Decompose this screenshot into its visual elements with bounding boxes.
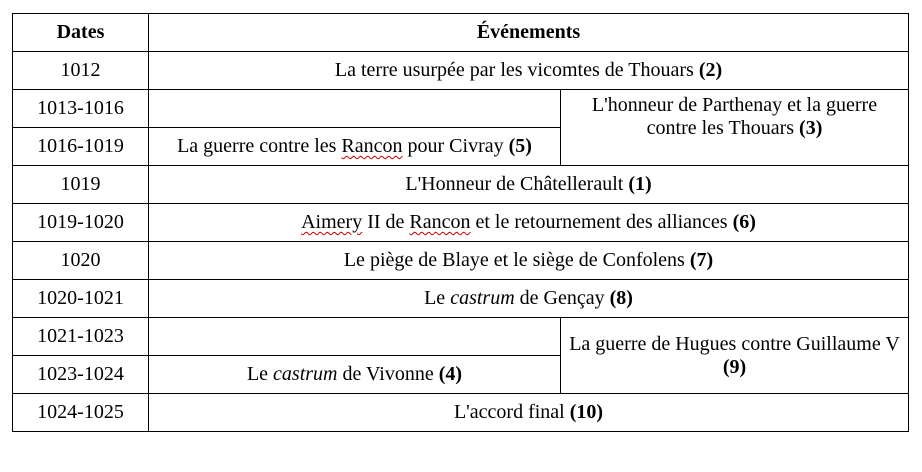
event-cell-civray [149, 128, 561, 166]
empty-cell [149, 90, 561, 128]
event-text: pour Civray [402, 135, 509, 157]
event-cell-parthenay [561, 90, 909, 166]
event-ref: (9) [722, 355, 747, 378]
date-cell: 1013-1016 [13, 90, 149, 128]
event-italic: castrum [450, 287, 515, 309]
table-row [13, 52, 909, 90]
header-dates: Dates [13, 14, 149, 52]
date-cell: 1024-1025 [13, 394, 149, 432]
event-ref: (3) [799, 117, 823, 139]
date-cell: 1019 [13, 166, 149, 204]
event-text: II de [362, 211, 410, 233]
event-cell [149, 356, 561, 394]
date-cell: 1016-1019 [13, 128, 149, 166]
table-row [13, 280, 909, 318]
event-ref: (4) [438, 363, 463, 385]
empty-cell [149, 318, 561, 356]
event-text: de Vivonne [337, 363, 439, 385]
spellcheck-word: Rancon [341, 135, 403, 157]
event-text: de Gençay [514, 287, 610, 309]
table-row [13, 204, 909, 242]
event-italic: castrum [273, 363, 338, 385]
spellcheck-word: Rancon [409, 211, 471, 233]
event-ref: (5) [508, 135, 532, 157]
table-row [13, 166, 909, 204]
event-text: La guerre contre les [177, 135, 342, 157]
date-cell: 1012 [13, 52, 149, 90]
spellcheck-word: Aimery [301, 211, 363, 233]
table-header-row [13, 14, 909, 52]
event-ref: (1) [628, 173, 652, 195]
table-row [13, 394, 909, 432]
header-events: Événements [149, 14, 909, 52]
event-ref: (2) [698, 59, 723, 81]
date-cell: 1023-1024 [13, 356, 149, 394]
event-ref: (10) [569, 401, 604, 423]
events-table [12, 13, 909, 432]
event-ref: (8) [609, 287, 633, 309]
event-text: La terre usurpée par les vicomtes de Thouars [334, 59, 699, 81]
event-cell [149, 242, 909, 280]
table-row [13, 90, 909, 128]
event-ref: (6) [732, 211, 756, 233]
event-cell [149, 52, 909, 90]
date-cell: 1020-1021 [13, 280, 149, 318]
event-cell [149, 280, 909, 318]
event-text: L'accord final [453, 401, 570, 423]
event-ref: (7) [689, 249, 714, 271]
event-text: L'honneur de Parthenay et la guerre contre les Thouars [591, 94, 878, 139]
event-cell-hugues [561, 318, 909, 394]
date-cell: 1021-1023 [13, 318, 149, 356]
event-text: L'Honneur de Châtellerault [405, 173, 629, 195]
date-cell: 1019-1020 [13, 204, 149, 242]
event-cell [149, 394, 909, 432]
table-row [13, 242, 909, 280]
event-cell [149, 166, 909, 204]
event-text: et le retournement des alliances [470, 211, 733, 233]
table-row [13, 318, 909, 356]
date-cell: 1020 [13, 242, 149, 280]
event-text: Le [424, 287, 451, 309]
event-text: La guerre de Hugues contre Guillaume V [569, 332, 900, 355]
event-text: Le [246, 363, 274, 385]
event-text: Le piège de Blaye et le siège de Confolens [343, 249, 690, 271]
event-cell [149, 204, 909, 242]
